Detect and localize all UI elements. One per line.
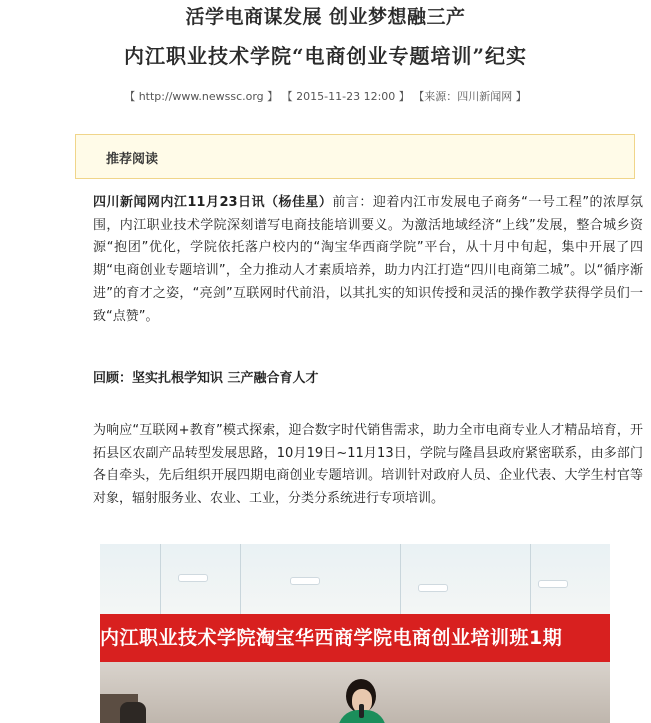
meta-source: 【来源：四川新闻网 】 — [413, 90, 527, 103]
ceiling-lamp — [178, 574, 208, 582]
ceiling-line — [400, 544, 401, 614]
ceiling-line — [160, 544, 161, 614]
meta-url[interactable]: 【 http://www.newssc.org 】 — [124, 90, 279, 103]
microphone — [359, 704, 364, 718]
meta-datetime: 【 2015-11-23 12:00 】 — [281, 90, 410, 103]
ceiling-line — [530, 544, 531, 614]
recommend-reading-title: 推荐阅读 — [106, 152, 159, 167]
ceiling-line — [240, 544, 241, 614]
article-title-line1: 活学电商谋发展 创业梦想融三产 — [185, 6, 466, 28]
body-paragraph — [93, 420, 643, 511]
section-heading: 回顾：坚实扎根学知识 三产融合育人才 — [93, 371, 319, 386]
body-text: 为响应“互联网+教育”模式探索，迎合数字时代销售需求，助力全市电商专业人才精品培育，开拓县区农副产品转型发展思路，10月19日~11月13日，学院与隆昌县政府紧密联系，由多部门各自牵头，先后组织开展四期电商创业专题培训。培训针对政府人员、企业代表、大学生村官等对象，辐射服务业、农业、工业，分类分系统进行专项培训。 — [93, 423, 643, 507]
lead-dateline: 四川新闻网内江11月23日讯（杨佳星） — [93, 195, 333, 210]
recommend-reading-box — [75, 134, 635, 179]
article-title-line2: 内江职业技术学院“电商创业专题培训”纪实 — [123, 44, 527, 68]
lead-paragraph — [93, 192, 643, 328]
ceiling-lamp — [290, 577, 320, 585]
photo-banner: 内江职业技术学院淘宝华西商学院电商创业培训班1期 — [100, 614, 610, 662]
photo-left-object — [120, 702, 146, 723]
lead-text: 前言：迎着内江市发展电子商务“一号工程”的浓厚氛围，内江职业技术学院深刻谱写电商技能培训要义。为激活地域经济“上线”发展，整合城乡资源“抱团”优化，学院依托落户校内的“淘宝华西商学院”平台，从十月中旬起，集中开展了四期“电商创业专题培训”，全力推动人才素质培养，助力内江打造“四川电商第二城”。以“循序渐进”的育才之姿，“亮剑”互联网时代前沿，以其扎实的知识传授和灵活的操作教学获得学员们一致“点赞”。 — [93, 195, 643, 324]
article-meta — [0, 88, 651, 104]
ceiling-lamp — [418, 584, 448, 592]
ceiling-lamp — [538, 580, 568, 588]
article-photo — [100, 544, 610, 723]
